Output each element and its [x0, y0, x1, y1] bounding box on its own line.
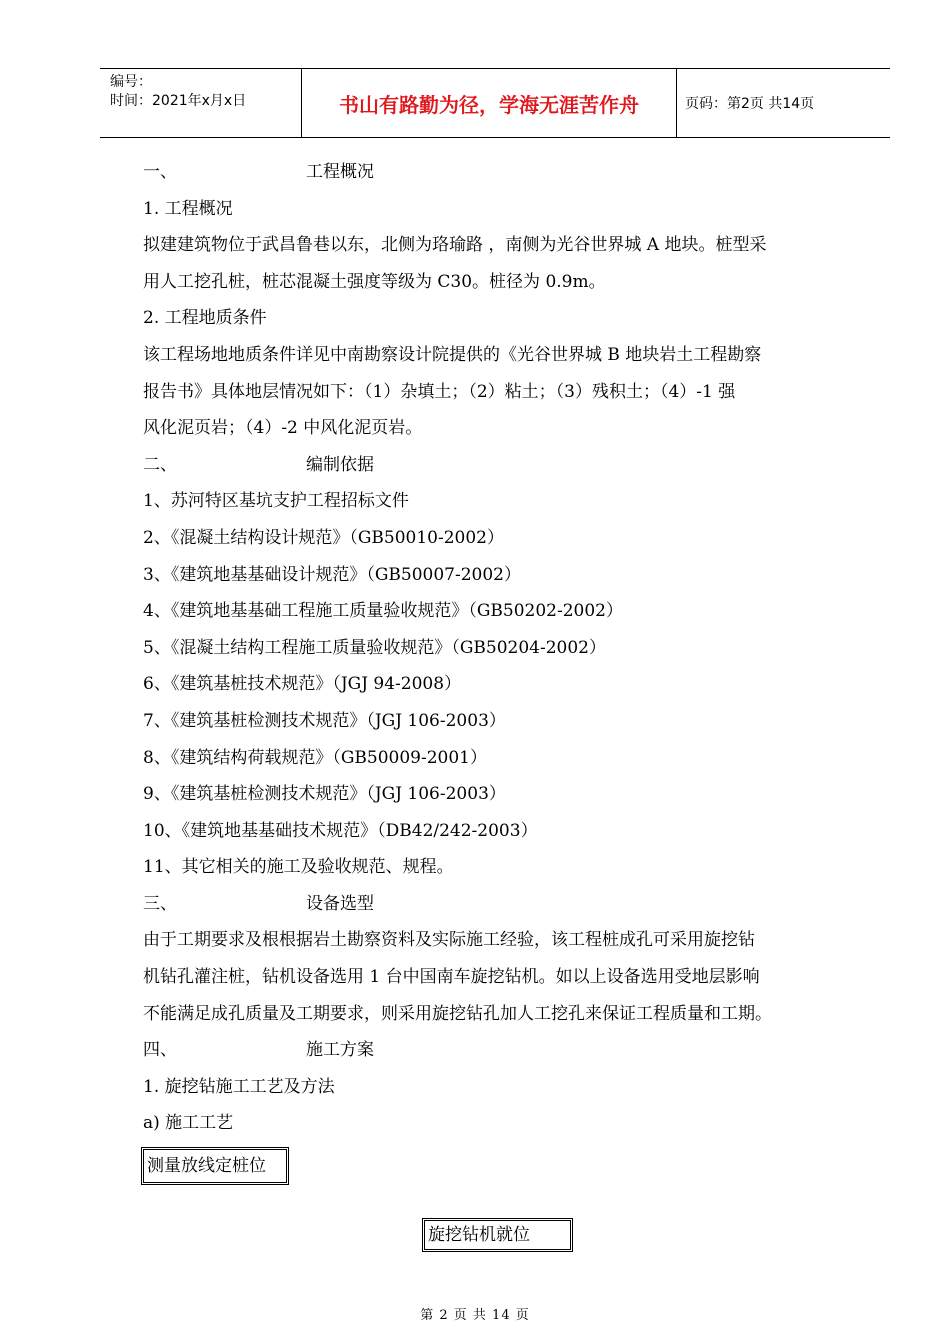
section-heading — [143, 892, 853, 916]
section-number: 三、 — [143, 893, 177, 914]
section-title: 工程概况 — [306, 162, 374, 182]
section-title: 编制依据 — [306, 454, 374, 475]
body-text-line: 1. 工程概况 — [143, 198, 233, 219]
body-text-line: 报告书》具体地层情况如下：（1）杂填土；（2）粘土；（3）残积土；（4）-1 强 — [143, 381, 736, 402]
body-text-line: 4、《建筑地基基础工程施工质量验收规范》（GB50202-2002） — [143, 601, 623, 622]
body-text-line: 1. 旋挖钻施工工艺及方法 — [143, 1076, 335, 1097]
section-title: 施工方案 — [306, 1040, 374, 1061]
section-heading — [143, 1038, 853, 1062]
body-text-line: 机钻孔灌注桩，钻机设备选用 1 台中国南车旋挖钻机。如以上设备选用受地层影响 — [143, 967, 760, 988]
body-text-line: 2. 工程地质条件 — [143, 308, 267, 329]
body-text-line: 6、《建筑基桩技术规范》（JGJ 94-2008） — [143, 674, 462, 695]
flowchart-step-survey: 测量放线定桩位 — [141, 1147, 289, 1185]
body-text-line: 5、《混凝土结构工程施工质量验收规范》（GB50204-2002） — [143, 637, 606, 658]
section-number: 四、 — [143, 1040, 177, 1061]
body-text-line: 1、苏河特区基坑支护工程招标文件 — [143, 491, 409, 512]
body-text-line: 2、《混凝土结构设计规范》（GB50010-2002） — [143, 527, 504, 548]
document-body — [143, 160, 853, 1148]
body-text-line: 用人工挖孔桩，桩芯混凝土强度等级为 C30。桩径为 0.9m。 — [143, 271, 606, 292]
body-text-line: a) 施工工艺 — [143, 1113, 234, 1134]
body-text-line: 7、《建筑基桩检测技术规范》（JGJ 106-2003） — [143, 710, 506, 731]
section-number: 一、 — [143, 162, 177, 182]
page-header — [100, 68, 890, 138]
section-title: 设备选型 — [306, 893, 374, 914]
body-text-line: 9、《建筑基桩检测技术规范》（JGJ 106-2003） — [143, 784, 506, 805]
body-text-line: 由于工期要求及根根据岩土勘察资料及实际施工经验，该工程桩成孔可采用旋挖钻 — [143, 930, 755, 951]
page-footer: 第 2 页 共 14 页 — [420, 1308, 530, 1323]
body-text-line: 不能满足成孔质量及工期要求，则采用旋挖钻孔加人工挖孔来保证工程质量和工期。 — [143, 1003, 772, 1024]
section-heading — [143, 160, 853, 184]
header-page-info: 页码：第2页 共14页 — [685, 96, 815, 112]
document-number-label: 编号： — [110, 74, 152, 90]
header-motto: 书山有路勤为径，学海无涯苦作舟 — [302, 69, 677, 137]
body-text-line: 8、《建筑结构荷载规范》（GB50009-2001） — [143, 747, 487, 768]
flowchart-step-rig-position: 旋挖钻机就位 — [422, 1218, 573, 1252]
document-date-label: 时间：2021年x月x日 — [110, 93, 247, 109]
body-text-line: 该工程场地地质条件详见中南勘察设计院提供的《光谷世界城 B 地块岩土工程勘察 — [143, 344, 762, 365]
header-meta-cell — [100, 69, 302, 137]
body-text-line: 11、其它相关的施工及验收规范、规程。 — [143, 857, 454, 878]
section-heading — [143, 453, 853, 477]
body-text-line: 3、《建筑地基基础设计规范》（GB50007-2002） — [143, 564, 521, 585]
section-number: 二、 — [143, 454, 177, 475]
body-text-line: 风化泥页岩；（4）-2 中风化泥页岩。 — [143, 418, 423, 439]
body-text-line: 拟建建筑物位于武昌鲁巷以东，北侧为珞瑜路 ，南侧为光谷世界城 A 地块。桩型采 — [143, 235, 767, 256]
body-text-line: 10、《建筑地基基础技术规范》（DB42/242-2003） — [143, 820, 538, 841]
